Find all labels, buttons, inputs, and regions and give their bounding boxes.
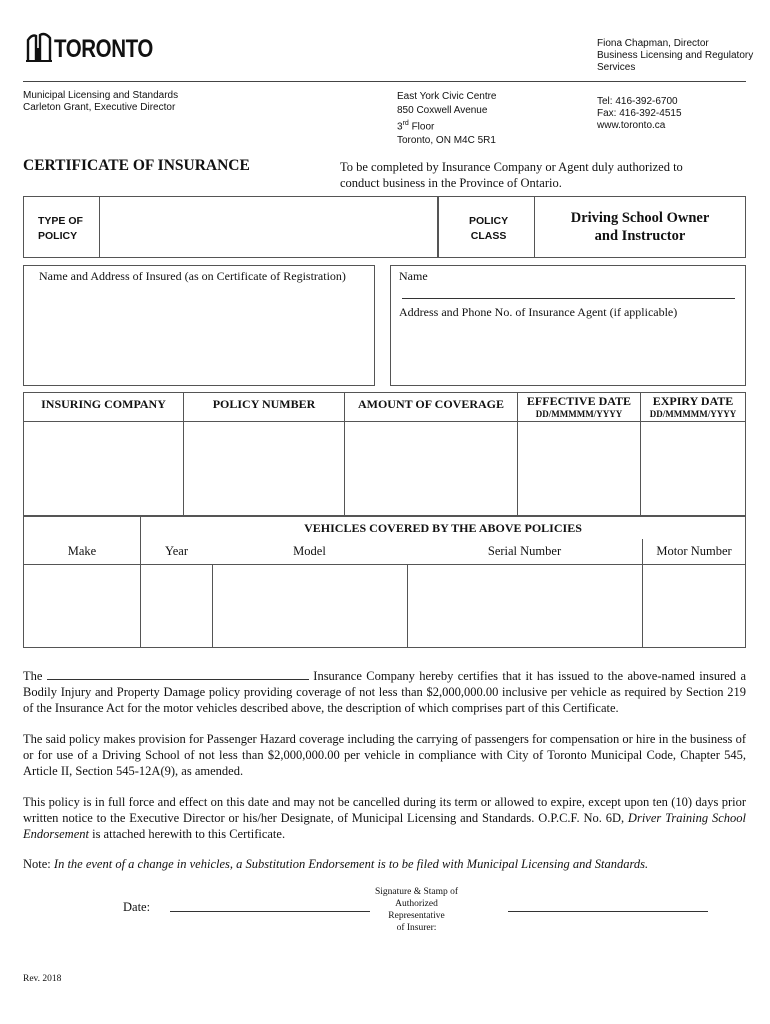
header-insuring-company: INSURING COMPANY xyxy=(24,393,184,422)
vehicles-entry-row xyxy=(24,565,746,648)
insured-label: Name and Address of Insured (as on Certificate of Registration) xyxy=(39,269,346,283)
address-line2: 850 Coxwell Avenue xyxy=(397,104,488,116)
header-model: Model xyxy=(212,539,407,565)
make-input[interactable] xyxy=(24,565,141,648)
address-line1: East York Civic Centre xyxy=(397,91,497,102)
address-line4: Toronto, ON M4C 5R1 xyxy=(397,134,496,146)
header-serial-number: Serial Number xyxy=(407,539,643,565)
division-name: Municipal Licensing and Standards xyxy=(23,90,179,101)
page-title: CERTIFICATE OF INSURANCE xyxy=(23,157,250,174)
toronto-logo xyxy=(26,30,175,62)
serial-number-input[interactable] xyxy=(407,565,643,648)
address-block xyxy=(397,90,497,147)
vehicles-table xyxy=(23,516,746,648)
vehicles-title-row xyxy=(24,517,746,539)
header-expiry-date: EXPIRY DATE DD/MMMMM/YYYY xyxy=(641,393,746,422)
type-of-policy-label: TYPE OF POLICY xyxy=(38,215,83,242)
header-effective-date: EFFECTIVE DATE DD/MMMMM/YYYY xyxy=(518,393,641,422)
header-divider xyxy=(23,81,746,82)
city-hall-icon xyxy=(26,32,52,62)
force-and-effect-paragraph: This policy is in full force and effect on this date and may not be cancelled during its term or allowed to expire, except upon ten (10) days prior written notice to the Executive Director or his/her Designate, of Municipal Licensing and Standards. O.P.C.F. No. 6D, Driver Training School Endorsement is attached herewith to this Certificate. xyxy=(23,795,746,841)
agent-box xyxy=(390,265,746,386)
coverage-entry-row xyxy=(24,422,746,516)
insured-box[interactable] xyxy=(23,265,375,386)
type-of-policy-box xyxy=(23,196,438,258)
website: www.toronto.ca xyxy=(597,120,666,131)
certification-paragraph: The Insurance Company hereby certifies that it has issued to the above-named insured a Bodily Injury and Property Damage policy providing coverage of not less than $2,000,000.00 inclusive per vehicle as required by Section 219 of the Insurance Act for the motor vehicles described above, the description of which comprises part of this Certificate. xyxy=(23,669,747,715)
tel-number: Tel: 416-392-6700 xyxy=(597,96,678,107)
logo-wordmark: TORONTO xyxy=(54,35,153,63)
signature-label: Signature & Stamp of Authorized Representative of Insurer: xyxy=(374,887,459,933)
director-name: Fiona Chapman, Director xyxy=(597,38,709,49)
fax-number: Fax: 416-392-4515 xyxy=(597,108,682,119)
vehicles-header-row xyxy=(24,539,746,565)
address-floor: 3rd Floor xyxy=(397,120,435,133)
division-block xyxy=(23,90,178,114)
header-motor-number: Motor Number xyxy=(643,539,746,565)
date-input-line[interactable] xyxy=(170,911,370,912)
policy-class-label: POLICY CLASS xyxy=(469,215,509,242)
insurance-company-name-line[interactable] xyxy=(47,669,309,680)
director-block xyxy=(597,38,757,74)
motor-number-input[interactable] xyxy=(643,565,746,648)
effective-date-input[interactable] xyxy=(518,422,641,516)
director-dept-line1: Business Licensing and Regulatory xyxy=(597,50,754,61)
model-input[interactable] xyxy=(212,565,407,648)
year-input[interactable] xyxy=(141,565,213,648)
passenger-hazard-paragraph: The said policy makes provision for Passenger Hazard coverage including the carrying of passengers for compensation or hire in the business of or for use of a Driving School of not less than $2,000,000.00 per vehicle in compliance with City of Toronto Municipal Code, Chapter 545, Article II, Section 545-12A(9), as amended. xyxy=(23,732,746,778)
policy-class-box xyxy=(438,196,746,258)
header-year: Year xyxy=(141,539,213,565)
date-label: Date: xyxy=(123,900,151,914)
executive-director: Carleton Grant, Executive Director xyxy=(23,102,176,113)
name-input-line[interactable] xyxy=(402,298,735,299)
agent-label: Address and Phone No. of Insurance Agent (if applicable) xyxy=(399,305,678,319)
insuring-company-input[interactable] xyxy=(24,422,184,516)
policy-class-value: Driving School Owner and Instructor xyxy=(570,210,710,244)
director-dept-line2: Services xyxy=(597,62,636,73)
type-of-policy-input[interactable] xyxy=(100,198,436,256)
coverage-header-row xyxy=(24,393,746,422)
revision-label: Rev. 2018 xyxy=(23,974,62,984)
note-paragraph: Note: In the event of a change in vehicles, a Substitution Endorsement is to be filed with Municipal Licensing and Standards. xyxy=(23,857,649,871)
name-label: Name xyxy=(399,269,428,283)
contact-block xyxy=(597,96,682,132)
signature-input-line[interactable] xyxy=(508,911,708,912)
header-policy-number: POLICY NUMBER xyxy=(184,393,345,422)
amount-of-coverage-input[interactable] xyxy=(345,422,518,516)
header-amount-of-coverage: AMOUNT OF COVERAGE xyxy=(345,393,518,422)
policy-number-input[interactable] xyxy=(184,422,345,516)
vehicles-title: VEHICLES COVERED BY THE ABOVE POLICIES xyxy=(141,517,746,539)
intro-text: To be completed by Insurance Company or Agent duly authorized to conduct business in the Province of Ontario. xyxy=(340,160,683,190)
header-make: Make xyxy=(24,539,141,565)
coverage-table xyxy=(23,392,746,516)
expiry-date-input[interactable] xyxy=(641,422,746,516)
